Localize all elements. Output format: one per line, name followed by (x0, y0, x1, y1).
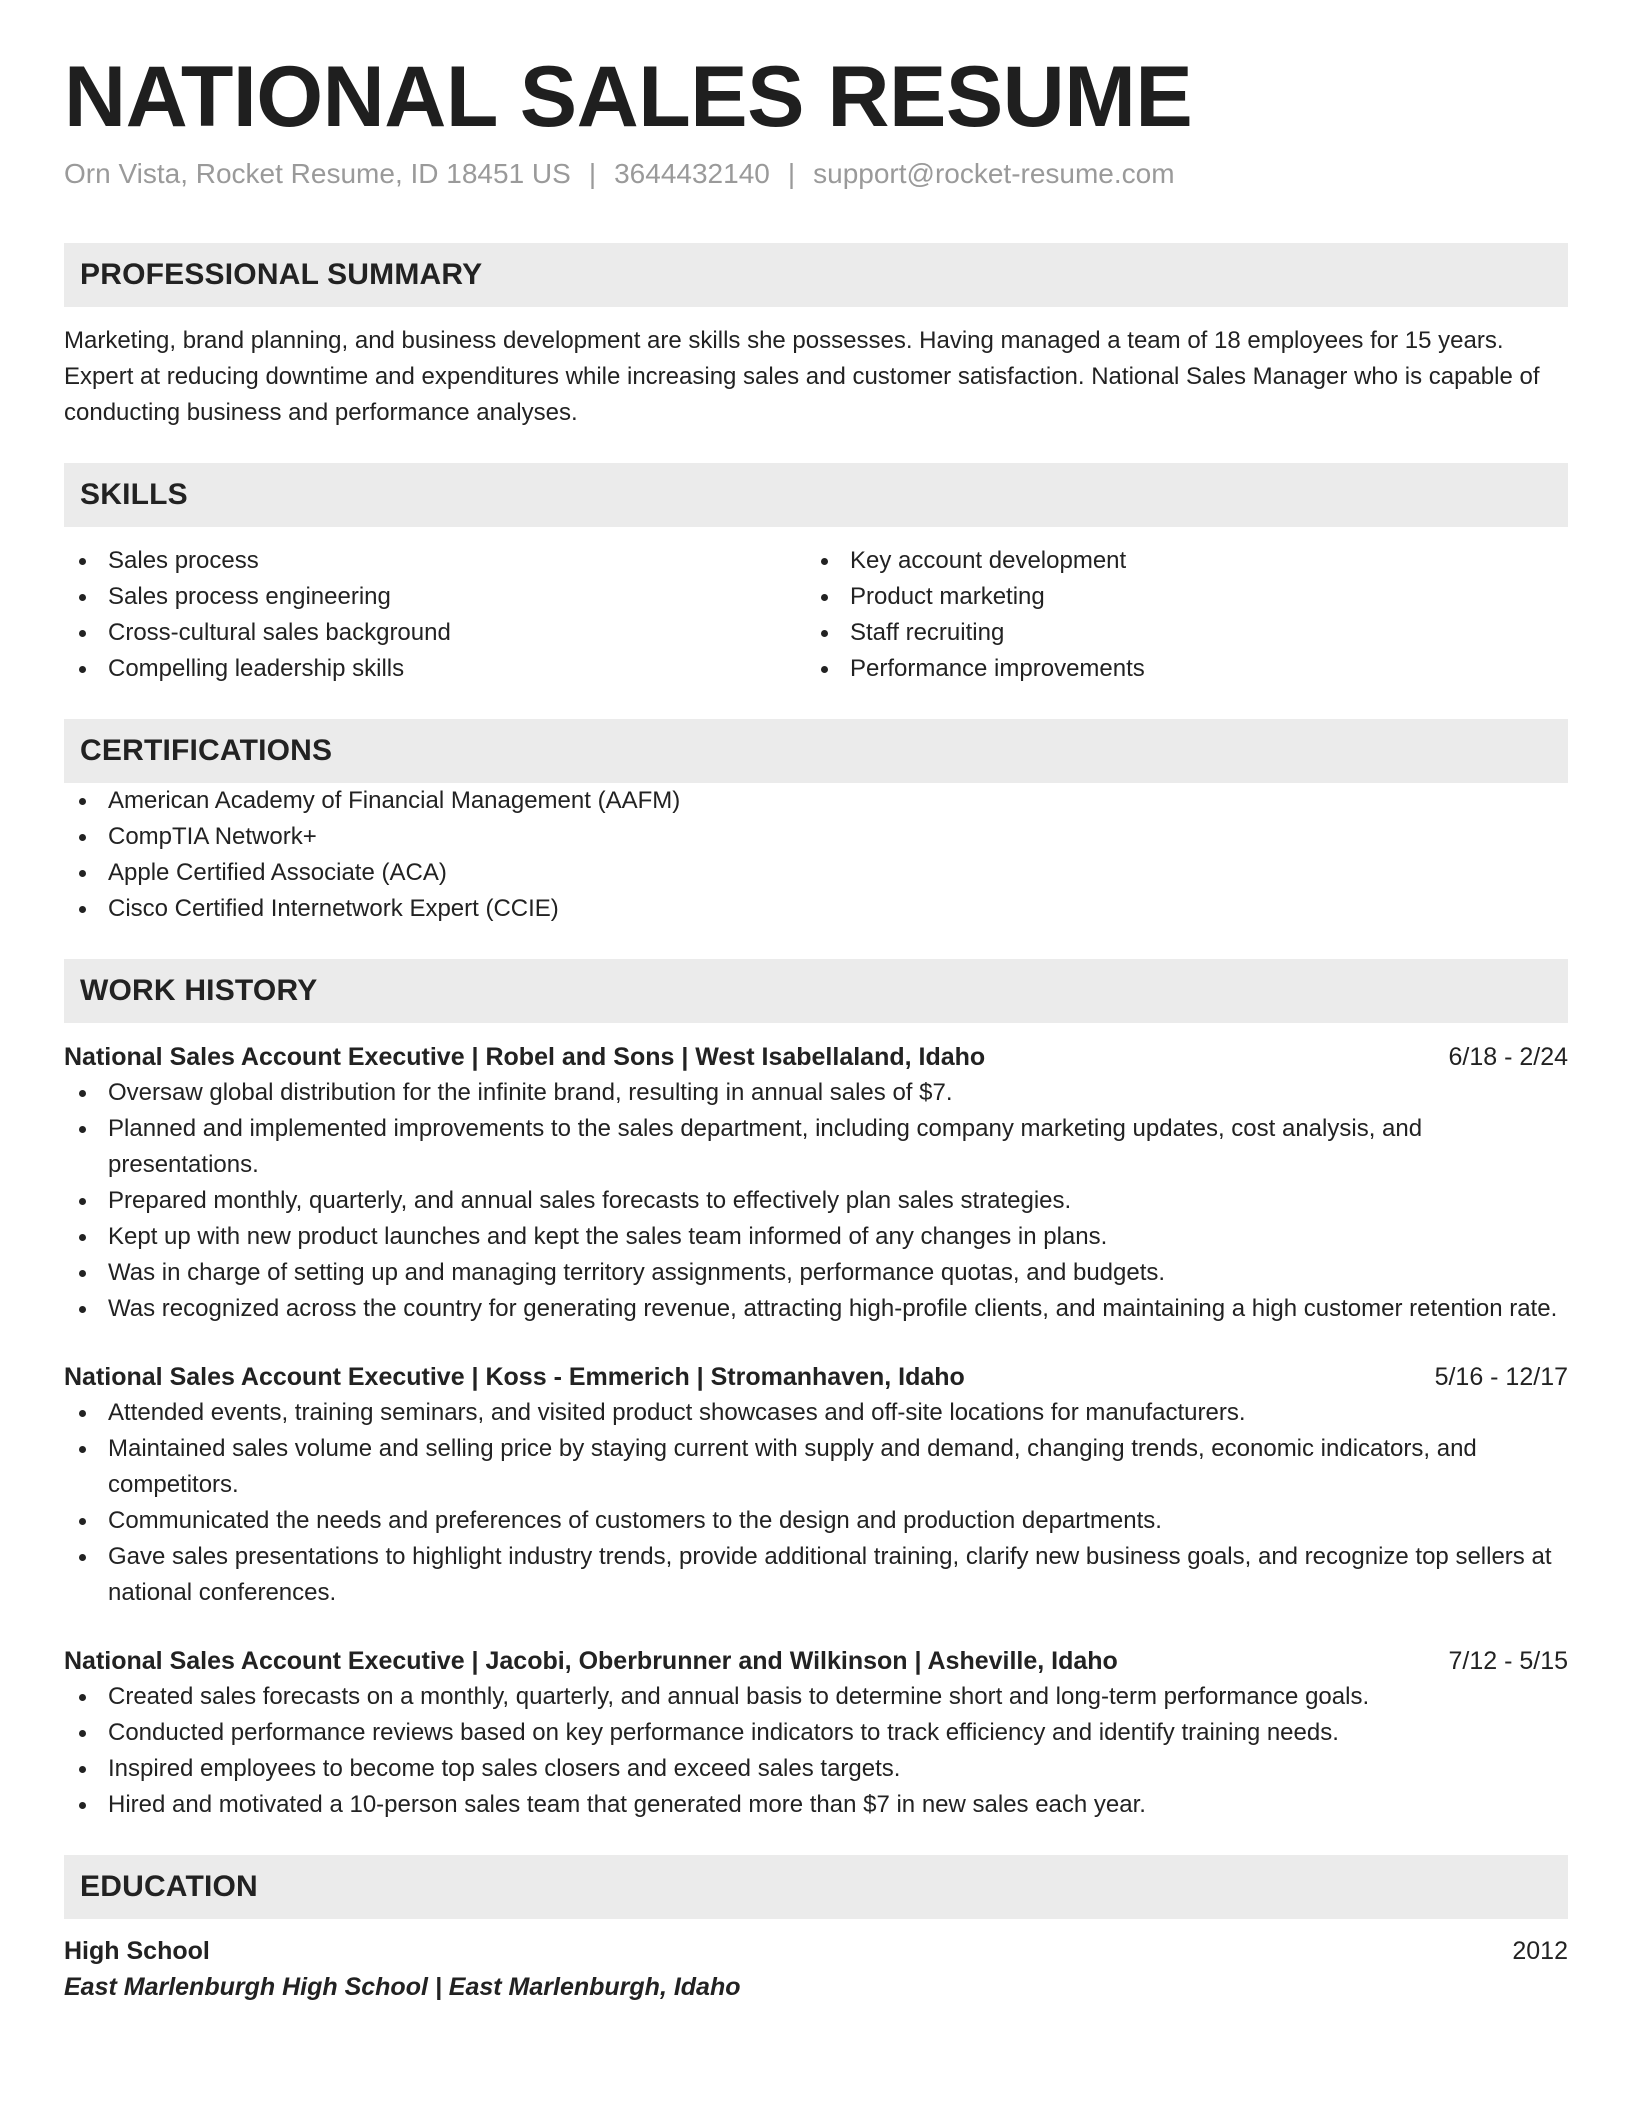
certifications-list (64, 783, 1568, 927)
job-bullets (64, 1679, 1568, 1823)
job-title: National Sales Account Executive | Jacobi, Oberbrunner and Wilkinson | Asheville, Idaho (64, 1646, 1118, 1675)
skill-item: Cross-cultural sales background (64, 615, 806, 651)
job-bullet: Created sales forecasts on a monthly, quarterly, and annual basis to determine short and long-term performance goals. (64, 1679, 1568, 1715)
skill-item: Sales process engineering (64, 579, 806, 615)
skill-item: Key account development (806, 543, 1548, 579)
job-date: 7/12 - 5/15 (1448, 1646, 1568, 1675)
job-title: National Sales Account Executive | Koss - Emmerich | Stromanhaven, Idaho (64, 1362, 965, 1391)
job-date: 6/18 - 2/24 (1448, 1042, 1568, 1071)
job-bullet: Inspired employees to become top sales closers and exceed sales targets. (64, 1751, 1568, 1787)
section-heading-work-history: WORK HISTORY (64, 959, 1568, 1023)
job-bullets (64, 1075, 1568, 1327)
resume-title: NATIONAL SALES RESUME (64, 49, 1193, 145)
summary-text: Marketing, brand planning, and business development are skills she possesses. Having managed a team of 18 employees for 15 years. Expert at reducing downtime and expenditures while increasing sales and customer satisfaction. National Sales Manager who is capable of conducting business and performance analyses. (64, 326, 1540, 426)
contact-separator: | (588, 158, 597, 190)
certification-item: American Academy of Financial Management (AAFM) (64, 783, 1568, 819)
job-bullet: Prepared monthly, quarterly, and annual sales forecasts to effectively plan sales strategies. (64, 1183, 1568, 1219)
job-bullet: Kept up with new product launches and kept the sales team informed of any changes in plans. (64, 1219, 1568, 1255)
contact-phone: 3644432140 (614, 158, 770, 190)
skill-item: Sales process (64, 543, 806, 579)
job-entry (64, 1643, 1568, 1823)
skills-column-left (64, 543, 806, 687)
skills-list-right (806, 543, 1548, 687)
job-bullet: Maintained sales volume and selling price by staying current with supply and demand, changing trends, economic indicators, and competitors. (64, 1431, 1568, 1503)
job-date: 5/16 - 12/17 (1434, 1362, 1568, 1391)
section-heading-skills: SKILLS (64, 463, 1568, 527)
job-bullet: Was in charge of setting up and managing territory assignments, performance quotas, and budgets. (64, 1255, 1568, 1291)
section-heading-summary: PROFESSIONAL SUMMARY (64, 243, 1568, 307)
job-bullets (64, 1395, 1568, 1611)
section-heading-certifications: CERTIFICATIONS (64, 719, 1568, 783)
education-header (64, 1933, 1568, 1969)
contact-address: Orn Vista, Rocket Resume, ID 18451 US (64, 158, 571, 190)
job-bullet: Planned and implemented improvements to the sales department, including company marketing updates, cost analysis, and presentations. (64, 1111, 1568, 1183)
job-header (64, 1643, 1568, 1679)
skills-list-left (64, 543, 806, 687)
contact-line (64, 156, 1568, 192)
job-entry (64, 1359, 1568, 1611)
certification-item: Cisco Certified Internetwork Expert (CCIE) (64, 891, 1568, 927)
job-bullet: Oversaw global distribution for the infinite brand, resulting in annual sales of $7. (64, 1075, 1568, 1111)
job-bullet: Gave sales presentations to highlight industry trends, provide additional training, clarify new business goals, and recognize top sellers at national conferences. (64, 1539, 1568, 1611)
contact-email[interactable]: support@rocket-resume.com (813, 158, 1175, 190)
certification-item: Apple Certified Associate (ACA) (64, 855, 1568, 891)
education-year: 2012 (1512, 1936, 1568, 1965)
job-header (64, 1359, 1568, 1395)
job-bullet: Hired and motivated a 10-person sales team that generated more than $7 in new sales each year. (64, 1787, 1568, 1823)
job-bullet: Attended events, training seminars, and visited product showcases and off-site locations for manufacturers. (64, 1395, 1568, 1431)
skill-item: Compelling leadership skills (64, 651, 806, 687)
job-bullet: Conducted performance reviews based on key performance indicators to track efficiency and identify training needs. (64, 1715, 1568, 1751)
job-entry (64, 1039, 1568, 1327)
skills-columns (64, 543, 1568, 687)
certification-item: CompTIA Network+ (64, 819, 1568, 855)
education-school: East Marlenburgh High School | East Marlenburgh, Idaho (64, 1972, 741, 2001)
section-heading-education: EDUCATION (64, 1855, 1568, 1919)
education-degree: High School (64, 1936, 210, 1965)
job-bullet: Was recognized across the country for generating revenue, attracting high-profile clients, and maintaining a high customer retention rate. (64, 1291, 1568, 1327)
job-header (64, 1039, 1568, 1075)
skill-item: Product marketing (806, 579, 1548, 615)
skill-item: Performance improvements (806, 651, 1548, 687)
contact-separator: | (787, 158, 796, 190)
skills-column-right (806, 543, 1548, 687)
job-title: National Sales Account Executive | Robel and Sons | West Isabellaland, Idaho (64, 1042, 986, 1071)
skill-item: Staff recruiting (806, 615, 1548, 651)
job-bullet: Communicated the needs and preferences of customers to the design and production departments. (64, 1503, 1568, 1539)
